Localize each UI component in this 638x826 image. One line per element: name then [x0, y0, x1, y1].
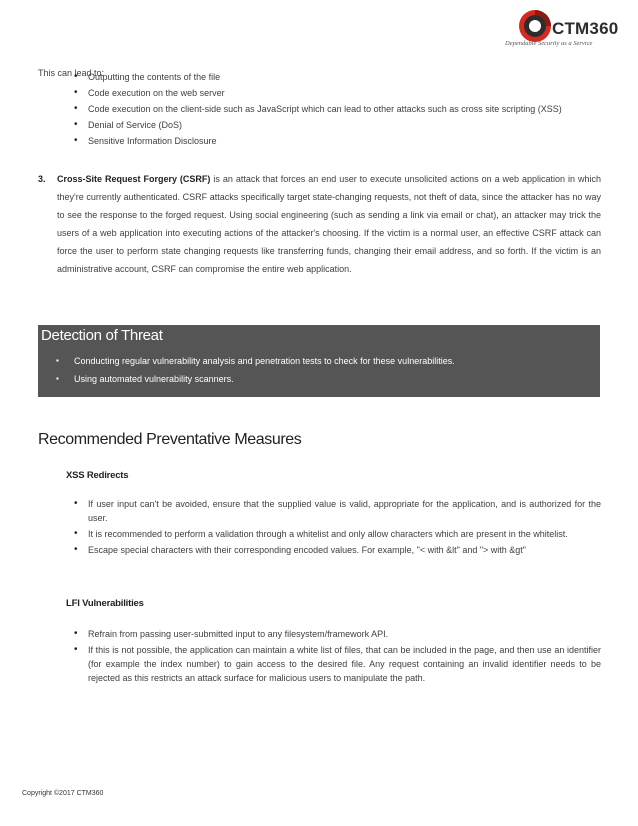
list-item: ▪ Conducting regular vulnerability analysis and penetration tests to check for these vulnerabilities.: [56, 352, 455, 370]
list-item: • If user input can't be avoided, ensure that the supplied value is valid, appropriate for the application, and is authorized for the user.: [70, 497, 601, 525]
list-item: • Refrain from passing user-submitted input to any filesystem/framework API.: [70, 627, 601, 641]
detection-box: [38, 325, 600, 397]
list-item: • If this is not possible, the application can maintain a white list of files, that can be included in the page, and then use an identifier (for example the index number) to gain access to the desired file. Any request containing an invalid identifier needs to be rejected as this restricts an attack surface for malicious users to manipulate the path.: [70, 643, 601, 685]
list-item: • It is recommended to perform a validation through a whitelist and only allow characters which are present in the whitelist.: [70, 527, 601, 541]
list-item: • Escape special characters with their corresponding encoded values. For example, "< with &lt" and "> with &gt": [70, 543, 601, 557]
recommended-title: Recommended Preventative Measures: [38, 431, 302, 448]
brand-name: CTM360: [552, 19, 619, 38]
xss-title: XSS Redirects: [66, 470, 129, 481]
csrf-title: Cross-Site Request Forgery (CSRF): [57, 174, 211, 184]
list-item: ▪ Using automated vulnerability scanners.: [56, 370, 455, 388]
intro-text: This can lead to:: [38, 68, 105, 78]
footer-copyright: Copyright ©2017 CTM360: [22, 790, 104, 797]
ctm360-logo-icon: [517, 8, 553, 44]
list-item: • Outputting the contents of the file: [70, 70, 600, 84]
brand-tagline: Dependable Security as a Service: [505, 40, 593, 47]
detection-title: Detection of Threat: [41, 327, 163, 344]
list-item: • Sensitive Information Disclosure: [70, 134, 600, 148]
detection-list: [56, 352, 455, 388]
csrf-number: 3.: [38, 174, 46, 184]
lfi-title: LFI Vulnerabilities: [66, 598, 144, 609]
lfi-list: [70, 627, 601, 687]
csrf-section: [38, 170, 601, 278]
csrf-text: is an attack that forces an end user to execute unsolicited actions on a web application in which they're currently authenticated. CSRF attacks specifically target state-changing requests, not theft of data, since the attacker has no way to see the response to the forged request. Using social engineering (such as sending a link via email or chat), an attacker may trick the users of a web application into executing actions of the attacker's choosing. If the victim is a normal user, an effective CSRF attack can force the user to perform state changing requests like transferring funds, changing their email address, and so forth. If the victim is an administrative account, CSRF can compromise the entire web application.: [57, 174, 601, 274]
list-item: • Denial of Service (DoS): [70, 118, 600, 132]
list-item: • Code execution on the client-side such as JavaScript which can lead to other attacks such as cross site scripting (XSS): [70, 102, 600, 116]
list-item: • Code execution on the web server: [70, 86, 600, 100]
consequences-list: [70, 70, 600, 150]
xss-list: [70, 497, 601, 559]
